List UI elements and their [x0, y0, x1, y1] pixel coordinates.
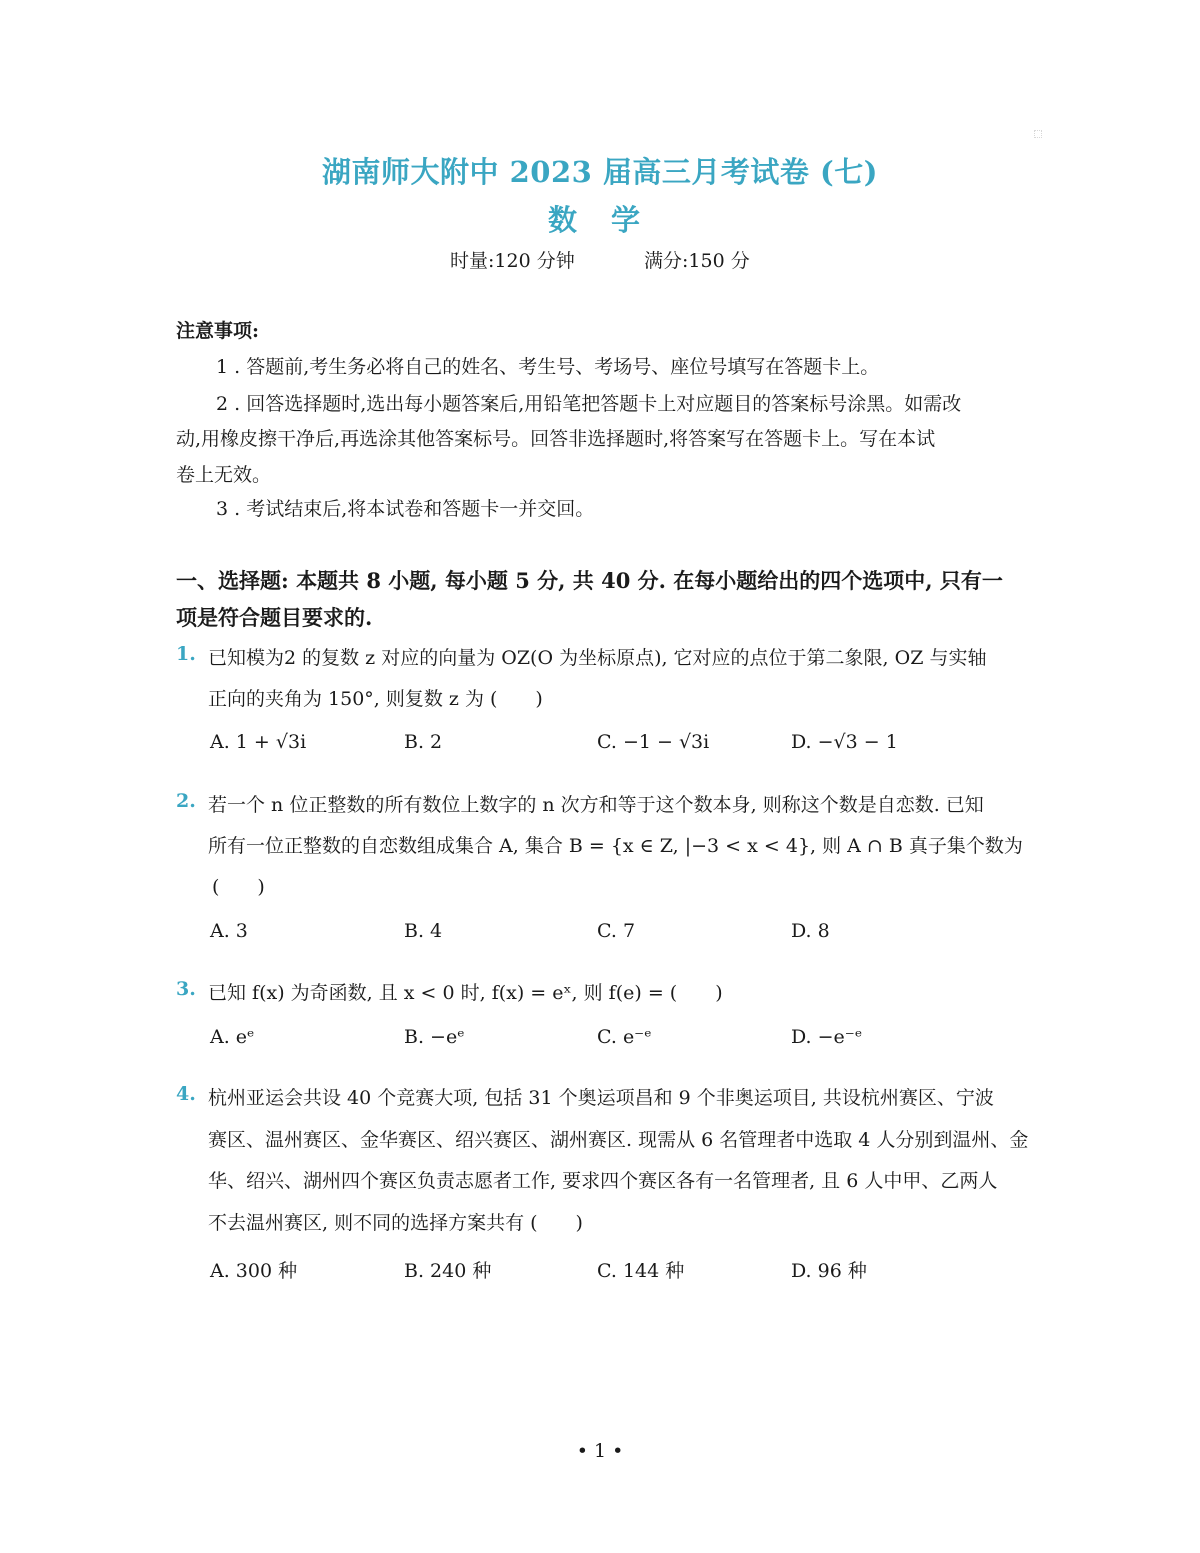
question-text: 正向的夹角为 150°, 则复数 z 为 ( ): [208, 688, 543, 710]
section-heading: 一、选择题: 本题共 8 小题, 每小题 5 分, 共 40 分. 在每小题给出的四个选项中, 只有一: [176, 568, 1003, 593]
question-number: 4.: [176, 1083, 196, 1105]
note-line: 3 . 考试结束后,将本试卷和答题卡一并交回。: [216, 498, 595, 520]
option-b: B. 2: [404, 731, 443, 753]
question-text: 若一个 n 位正整数的所有数位上数字的 n 次方和等于这个数本身, 则称这个数是自恋数. 已知: [208, 794, 984, 816]
question-text: 所有一位正整数的自恋数组成集合 A, 集合 B = {x ∈ Z, |−3 < x < 4}, 则 A ∩ B 真子集个数为: [208, 835, 1023, 857]
subject-title: 数 学: [547, 203, 653, 237]
option-c: C. −1 − √3i: [597, 731, 710, 753]
question-text: 已知模为2 的复数 z 对应的向量为 OZ(O 为坐标原点), 它对应的点位于第二象限, OZ 与实轴: [208, 647, 987, 669]
option-c: C. e⁻ᵉ: [597, 1026, 652, 1048]
option-d: D. −e⁻ᵉ: [791, 1026, 863, 1048]
option-b: B. −eᵉ: [404, 1026, 465, 1048]
question-number: 3.: [176, 978, 196, 1000]
corner-mark: [1034, 130, 1042, 138]
option-a: A. 300 种: [210, 1260, 298, 1282]
question-text: ( ): [212, 876, 265, 898]
option-a: A. eᵉ: [210, 1026, 255, 1048]
note-line: 2 . 回答选择题时,选出每小题答案后,用铅笔把答题卡上对应题目的答案标号涂黑。如需改: [216, 393, 962, 415]
full-score: 满分:150 分: [644, 250, 750, 272]
question-text: 赛区、温州赛区、金华赛区、绍兴赛区、湖州赛区. 现需从 6 名管理者中选取 4 人分别到温州、金: [208, 1129, 1029, 1151]
option-a: A. 3: [210, 920, 248, 942]
option-b: B. 240 种: [404, 1260, 492, 1282]
option-a: A. 1 + √3i: [210, 731, 307, 753]
question-text: 已知 f(x) 为奇函数, 且 x < 0 时, f(x) = eˣ, 则 f(e) = ( ): [208, 982, 723, 1004]
question-text: 华、绍兴、湖州四个赛区负责志愿者工作, 要求四个赛区各有一名管理者, 且 6 人中甲、乙两人: [208, 1170, 998, 1192]
exam-title: 湖南师大附中 2023 届高三月考试卷 (七): [322, 155, 878, 189]
note-line: 1 . 答题前,考生务必将自己的姓名、考生号、考场号、座位号填写在答题卡上。: [216, 356, 880, 378]
time-limit: 时量:120 分钟: [450, 250, 575, 272]
option-d: D. 8: [791, 920, 830, 942]
notes-heading: 注意事项:: [176, 320, 260, 342]
section-heading-cont: 项是符合题目要求的.: [176, 605, 373, 630]
question-number: 1.: [176, 643, 196, 665]
option-c: C. 144 种: [597, 1260, 685, 1282]
note-line: 卷上无效。: [176, 464, 272, 486]
option-c: C. 7: [597, 920, 636, 942]
note-line: 动,用橡皮擦干净后,再选涂其他答案标号。回答非选择题时,将答案写在答题卡上。写在本试: [176, 428, 936, 450]
question-number: 2.: [176, 790, 196, 812]
option-d: D. −√3 − 1: [791, 731, 898, 753]
question-text: 不去温州赛区, 则不同的选择方案共有 ( ): [208, 1212, 583, 1234]
option-b: B. 4: [404, 920, 443, 942]
option-d: D. 96 种: [791, 1260, 867, 1282]
page-number: • 1 •: [576, 1440, 624, 1462]
question-text: 杭州亚运会共设 40 个竞赛大项, 包括 31 个奥运项昌和 9 个非奥运项目, 共设杭州赛区、宁波: [208, 1087, 994, 1109]
